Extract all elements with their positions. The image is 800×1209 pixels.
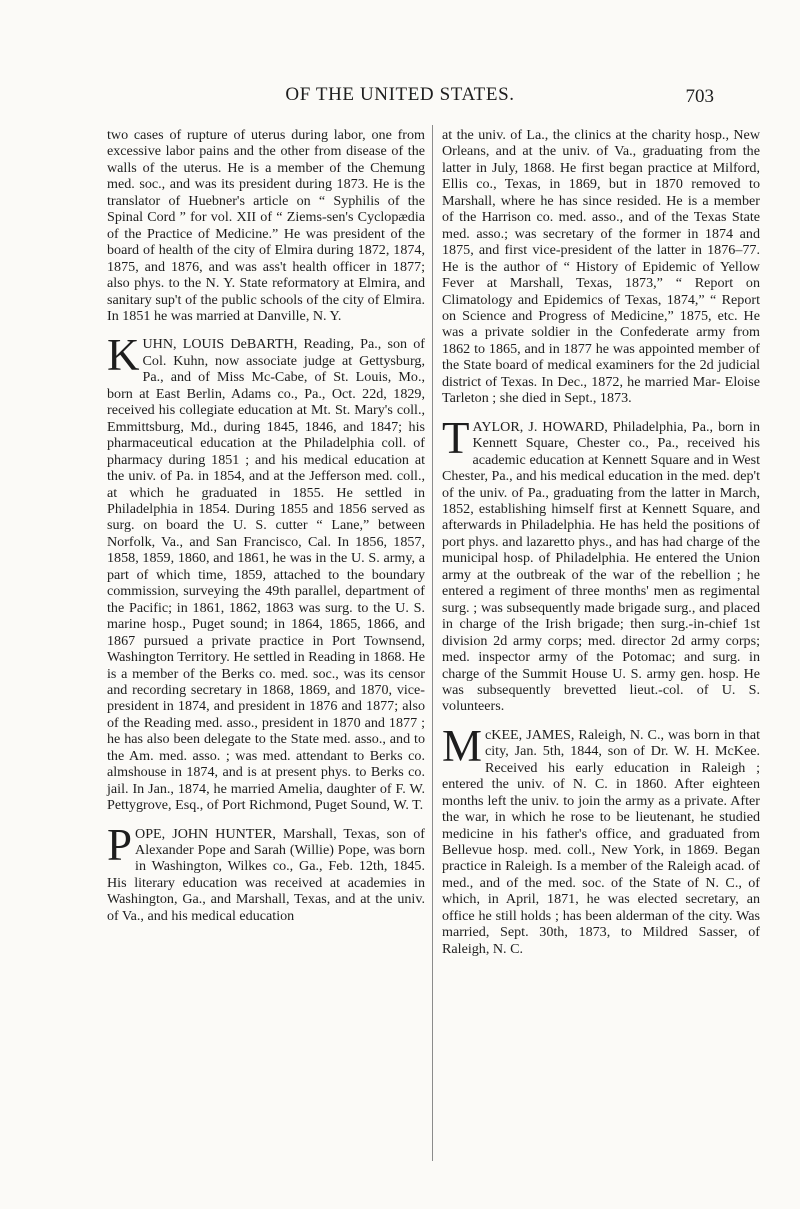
entry-text: cKEE, JAMES, Raleigh, N. C., was born in that city, Jan. 5th, 1844, son of Dr. W. H. McKee. Received his early education in Raleigh ; entered the univ. of N. C. in 1860. After eighteen months left the univ. to join the army as a private. After the war, in which he rose to be lieutenant, he studied medicine in his father's office, and graduated from Bellevue hosp. med. coll., New York, in 1869. Began practice in Raleigh. Is a member of the Raleigh acad. of med., and of the med. soc. of the State of N. C., of which, in April, 1871, he was elected secretary, an office he still holds ; has been alderman of the city. Was married, Sept. 30th, 1873, to Mildred Sasser, of Raleigh, N. C.	[442, 726, 760, 957]
left-column	[107, 127, 425, 924]
entry-text: UHN, LOUIS DeBARTH, Reading, Pa., son of Col. Kuhn, now associate judge at Gettysburg, Pa., and of Miss Mc-Cabe, of St. Louis, Mo., born at East Berlin, Adams co., Pa., Oct. 22d, 1829, received his collegiate education at Mt. St. Mary's coll., Emmittsburg, Md., during 1845, 1846, and 1847; his pharmaceutical education at the Philadelphia coll. of pharmacy during 1851 ; and his medical education at the univ. of Pa. in 1854, and at the Jefferson med. coll., at which he graduated in 1855. He settled in Philadelphia in 1854. During 1855 and 1856 served as surg. on board the U. S. cutter “ Lane,” between Norfolk, Va., and San Francisco, Cal. In 1856, 1857, 1858, 1859, 1860, and 1861, he was in the U. S. army, a part of which time, 1859, attached to the boundary commission, surveying the 49th parallel, department of the Pacific; in 1861, 1862, 1863 was surg. to the U. S. marine hosp., Puget sound; in 1864, 1865, 1866, and 1867 pursued a private practice in Port Townsend, Washington Territory. He settled in Reading in 1868. He is a member of the Berks co. med. soc., was its censor and recording secretary in 1868, 1869, and 1870, vice-president in 1874, and president in 1876 and 1877; also of the Reading med. asso., president in 1870 and 1877 ; he has also been delegate to the State med. asso., and to the Am. med. asso. ; was med. attendant to Berks co. almshouse in 1874, and is at present phys. to Berks co. jail. In Jan., 1874, he married Amelia, daughter of F. W. Pettygrove, Esq., of Port Richmond, Puget Sound, W. T.	[107, 336, 425, 814]
entry-text: AYLOR, J. HOWARD, Philadelphia, Pa., born in Kennett Square, Chester co., Pa., received his academic education at Kennett Square and in West Chester, Pa., and his medical education in the med. dep't of the univ. of Pa., graduating from the latter in March, 1852, establishing himself first at Kennett Square, and afterwards in Philadelphia. He has held the positions of port phys. and lazaretto phys., and has had charge of the municipal hosp. of Philadelphia. He entered the Union army at the outbreak of the war of the rebellion ; he entered a regiment of three months' men as regimental surg. ; was subsequently made brigade surg., and placed in charge of the Irish brigade; then surg.-in-chief 1st division 2d army corps; med. director 2d army corps; med. inspector army of the Potomac; and surg. in charge of the Summit House U. S. army gen. hosp. He was subsequently brevetted lieut.-col. of U. S. volunteers.	[442, 418, 760, 715]
drop-cap: T	[442, 412, 470, 463]
running-title: OF THE UNITED STATES.	[285, 84, 515, 105]
page-header	[0, 84, 800, 110]
entry-text: OPE, JOHN HUNTER, Marshall, Texas, son of Alexander Pope and Sarah (Willie) Pope, was born in Washington, Wilkes co., Ga., Feb. 12th, 1845. His literary education was received at academies in Washington, Ga., and Marshall, Texas, and at the univ. of Va., and his medical education	[107, 825, 425, 924]
column-divider	[432, 125, 433, 1161]
drop-cap: K	[107, 330, 140, 381]
drop-cap: P	[107, 819, 133, 870]
entry-kuhn	[107, 330, 425, 814]
continued-entry-text: at the univ. of La., the clinics at the charity hosp., New Orleans, and at the univ. of Va., graduating from the latter in July, 1868. He first began practice at Milford, Ellis co., Texas, in 1869, but in 1870 removed to Marshall, where he has since resided. He is a member of the Harrison co. med. asso., and of the Texas State med. asso.; was secretary of the former in 1874 and 1875, and first vice-president of the latter in 1876–77. He is the author of “ History of Epidemic of Yellow Fever at Marshall, Texas, 1873,” “ Report on Climatology and Epidemics of Texas, 1874,” “ Report on Science and Progress of Medicine,” 1875, etc. He was a private soldier in the Confederate army from 1862 to 1865, and in 1877 he was appointed member of the State board of medical examiners for the 2d judicial district of Texas. In Dec., 1872, he married Mar- Eloise Tarleton ; she died in Sept., 1873.	[442, 127, 760, 407]
entry-taylor	[442, 412, 760, 715]
entry-pope	[107, 819, 425, 925]
entry-mckee	[442, 720, 760, 957]
right-column	[442, 127, 760, 957]
drop-cap: M	[442, 720, 483, 771]
continued-entry-text: two cases of rupture of uterus during labor, one from excessive labor pains and the other from disease of the walls of the uterus. He is a member of the Chemung med. soc., and was its president during 1873. He is the translator of Huebner's article on “ Syphilis of the Spinal Cord ” for vol. XII of “ Ziems-sen's Cyclopædia of the Practice of Medicine.” He was president of the board of health of the city of Elmira during 1872, 1874, 1875, and 1876, and was ass't health officer in 1877; also phys. to the N. Y. State reformatory at Elmira, and sanitary sup't of the public schools of the city of Elmira. In 1851 he was married at Danville, N. Y.	[107, 127, 425, 324]
page-number: 703	[685, 86, 714, 107]
